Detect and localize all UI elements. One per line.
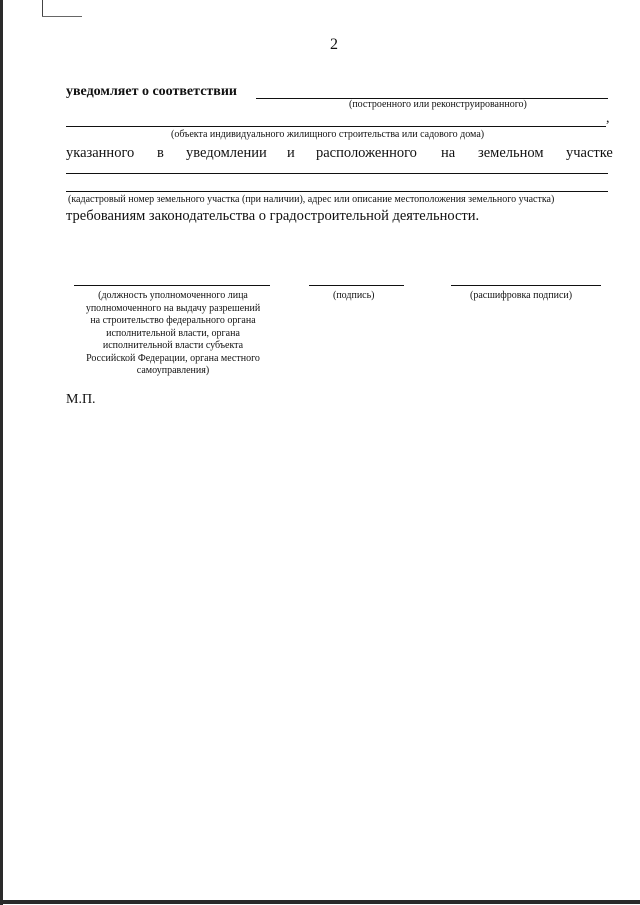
position-caption-line: исполнительной власти субъекта: [102, 340, 244, 351]
plot-info-fill-line-2: [66, 191, 608, 192]
position-caption-line: самоуправления): [136, 365, 210, 376]
position-caption-line: на строительство федерального органа: [90, 315, 256, 326]
scan-frame-bottom: [0, 900, 640, 904]
plot-info-fill-line-1: [66, 173, 608, 174]
position-caption-line: исполнительной власти, органа: [106, 327, 240, 339]
trailing-comma: ,: [606, 111, 610, 126]
signature-fill-line: [309, 285, 404, 286]
stamp-place-label: М.П.: [66, 392, 96, 407]
object-type-caption: (объекта индивидуального жилищного строительства или садового дома): [171, 129, 485, 140]
building-type-caption: (построенного или реконструированного): [349, 99, 527, 110]
line3-word: в: [157, 145, 164, 161]
line3-word: и: [287, 145, 295, 161]
notifies-compliance-text: уведомляет о соответствии: [66, 84, 237, 99]
decoding-caption: (расшифровка подписи): [470, 290, 573, 301]
scan-corner-mark: [42, 0, 43, 16]
plot-info-caption: (кадастровый номер земельного участка (при наличии), адрес или описание местоположения земельного участка): [68, 194, 555, 205]
line3-word: на: [441, 145, 456, 161]
position-caption-line: уполномоченного на выдачу разрешений: [85, 302, 261, 314]
conclusion-text: требованиям законодательства о градостроительной деятельности.: [66, 208, 480, 224]
decoding-fill-line: [451, 285, 601, 286]
position-caption-line: Российской Федерации, органа местного: [86, 352, 260, 364]
line3-word: земельном: [478, 145, 544, 161]
signature-caption: (подпись): [333, 290, 375, 301]
line3-word: участке: [566, 145, 613, 161]
page-number: 2: [330, 36, 338, 53]
position-fill-line: [74, 285, 270, 286]
position-caption: [66, 290, 280, 378]
position-caption-line: (должность уполномоченного лица: [98, 290, 248, 301]
scan-corner-mark: [42, 16, 82, 17]
line3-word: указанного: [66, 145, 135, 161]
line3-word: уведомлении: [186, 145, 267, 161]
line3-word: расположенного: [316, 145, 417, 161]
scan-frame-left: [0, 0, 3, 905]
object-type-fill-line: [66, 126, 606, 127]
